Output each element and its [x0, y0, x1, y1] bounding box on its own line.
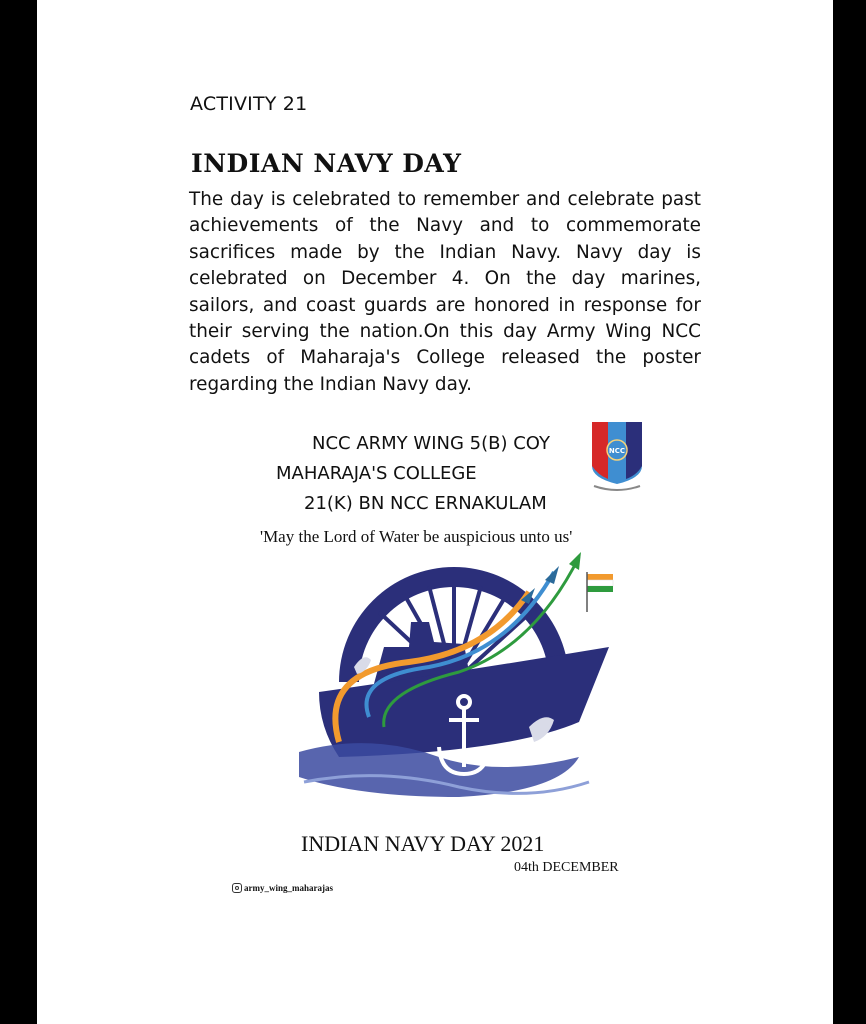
poster-title: INDIAN NAVY DAY 2021 [301, 831, 545, 856]
poster-date: 04th DECEMBER [514, 860, 619, 875]
svg-text:NCC: NCC [608, 447, 626, 455]
activity-label: ACTIVITY 21 [190, 93, 308, 115]
ncc-flag-logo [588, 420, 646, 496]
instagram-icon [232, 883, 242, 893]
document-page [37, 0, 833, 1024]
poster-battalion-line: 21(K) BN NCC ERNAKULAM [304, 493, 547, 514]
poster-unit-line: NCC ARMY WING 5(B) COY [312, 433, 550, 454]
poster-college-line: MAHARAJA'S COLLEGE [276, 463, 477, 484]
instagram-handle [232, 881, 333, 895]
navy-ship-illustration [259, 552, 629, 822]
instagram-handle-text: army_wing_maharajas [244, 883, 333, 893]
body-paragraph: The day is celebrated to remember and celebrate past achievements of the Navy and to commemorate sacrifices made by the Indian Navy. Navy day is celebrated on December 4. On the day marines, sailors, and coast guards are honored in response for their serving the nation.On this day Army Wing NCC cadets of Maharaja's College released the poster regarding the Indian Navy day. [189, 189, 701, 395]
page-title: INDIAN NAVY DAY [191, 149, 462, 178]
poster-motto: 'May the Lord of Water be auspicious unto us' [260, 527, 573, 546]
